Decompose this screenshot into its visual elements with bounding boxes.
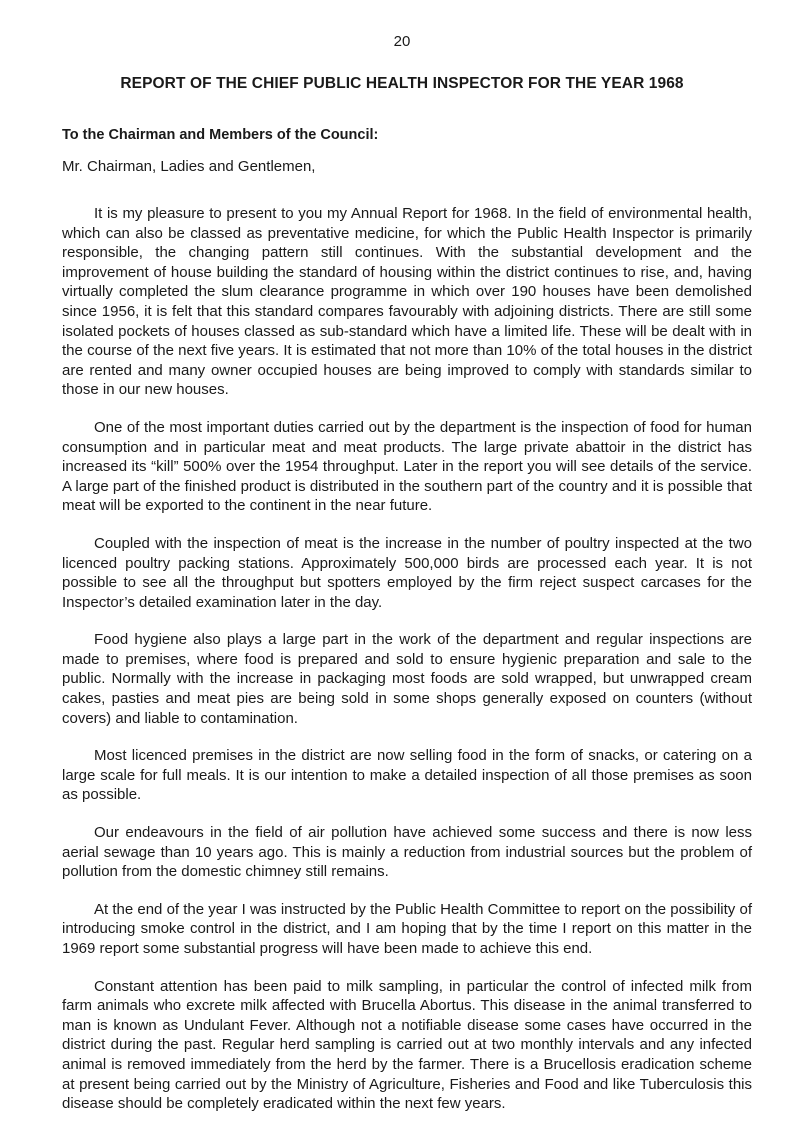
paragraph-licenced-premises: Most licenced premises in the district are now selling food in the form of snacks, or catering on a large scale for full meals. It is our intention to make a detailed inspection of all those premises as soon as possible. — [62, 747, 752, 804]
greeting-line: Mr. Chairman, Ladies and Gentlemen, — [62, 158, 316, 175]
paragraph-poultry: Coupled with the inspection of meat is the increase in the number of poultry inspected at the two licenced poultry packing stations. Approximately 500,000 birds are processed each year. It is not possible to see all the throughput but spotters employed by the firm reject suspect carcases for the Inspector’s detailed examination later in the day. — [62, 534, 752, 611]
page-number: 20 — [393, 33, 411, 50]
report-body — [62, 204, 752, 1132]
salutation-heading: To the Chairman and Members of the Council: — [62, 127, 379, 143]
paragraph-food-hygiene: Food hygiene also plays a large part in the work of the department and regular inspections are made to premises, where food is prepared and sold to ensure hygienic preparation and sale to the public. Normally with the increase in packaging most foods are sold wrapped, but unwrapped cream cakes, pasties and meat pies are being sold in some shops generally exposed on counters (without covers) and liable to contamination. — [62, 631, 752, 727]
paragraph-milk-sampling: Constant attention has been paid to milk sampling, in particular the control of infected milk from farm animals who excrete milk affected with Brucella Abortus. This disease in the animal transferred to man is known as Undulant Fever. Although not a notifiable disease some cases have occurred in the district during the past. Regular herd sampling is carried out at two monthly intervals and any infected animal is removed immediately from the herd by the farmer. There is a Brucellosis eradication scheme at present being carried out by the Ministry of Agriculture, Fisheries and Food and like Tuberculosis this disease should be completely eradicated within the next few years. — [62, 977, 752, 1113]
paragraph-air-pollution: Our endeavours in the field of air pollution have achieved some success and there is now less aerial sewage than 10 years ago. This is mainly a reduction from industrial sources but the problem of pollution from the domestic chimney still remains. — [62, 824, 752, 881]
paragraph-smoke-control: At the end of the year I was instructed by the Public Health Committee to report on the possibility of introducing smoke control in the district, and I am hoping that by the time I report on this matter in the 1969 report some substantial progress will have been made to achieve this end. — [62, 900, 752, 957]
paragraph-meat-inspection: One of the most important duties carried out by the department is the inspection of food for human consumption and in particular meat and meat products. The large private abattoir in the district has increased its “kill” 500% over the 1954 throughput. Later in the report you will see details of the service. A large part of the finished product is distributed in the southern part of the country and it is possible that meat will be exported to the continent in the near future. — [62, 418, 752, 515]
report-title: REPORT OF THE CHIEF PUBLIC HEALTH INSPECTOR FOR THE YEAR 1968 — [120, 75, 684, 92]
paragraph-housing: It is my pleasure to present to you my Annual Report for 1968. In the field of environmental health, which can also be classed as preventative medicine, for which the Public Health Inspector is primarily responsible, the changing pattern still continues. With the substantial development and the improvement of house building the standard of housing within the district continues to rise, and, having virtually completed the slum clearance programme in which over 190 houses have been demolished since 1956, it is felt that this standard compares favourably with adjoining districts. There are still some isolated pockets of houses classed as sub-standard which have a limited life. These will be dealt with in the course of the next five years. It is estimated that not more than 10% of the total houses in the district are rented and many owner occupied houses are being improved to comply with standards similar to those in our new houses. — [62, 205, 752, 399]
